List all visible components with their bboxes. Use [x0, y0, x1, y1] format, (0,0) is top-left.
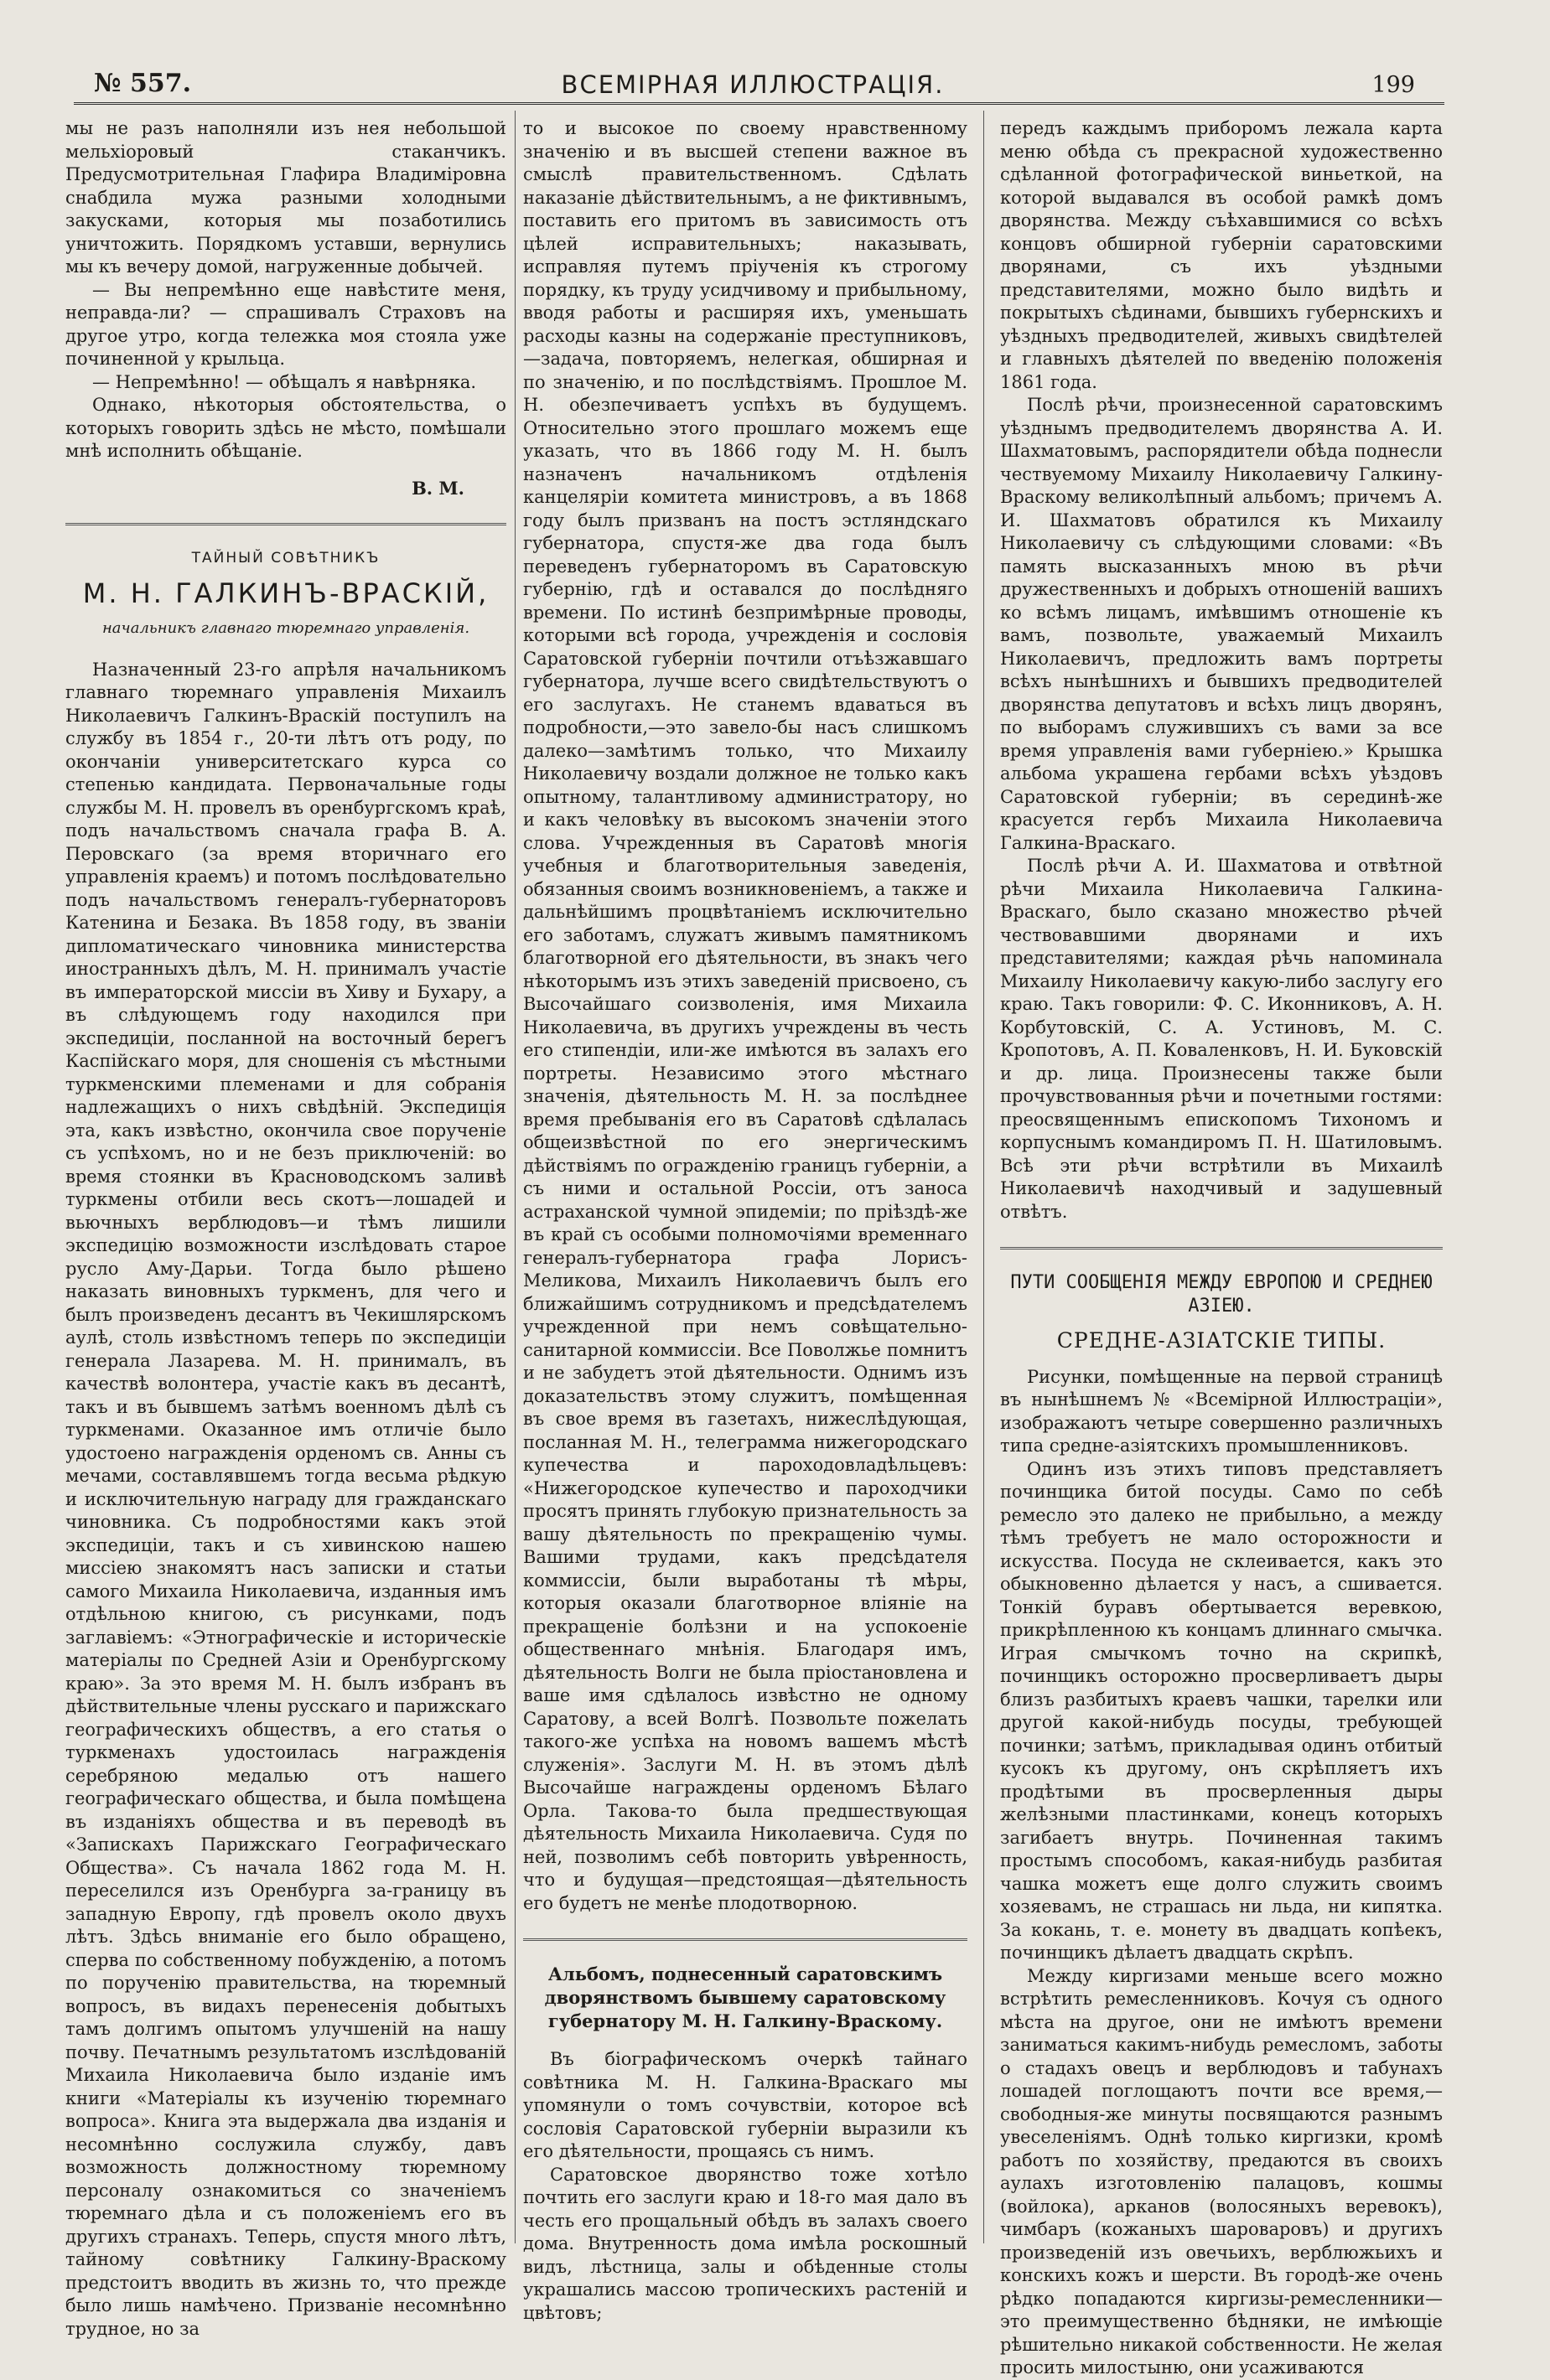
issue-number: № 557. — [94, 69, 192, 98]
section-rule — [523, 1938, 967, 1941]
section-rule — [1000, 1247, 1443, 1250]
column-1 — [65, 117, 506, 2341]
paragraph: Назначенный 23-го апрѣля начальникомъ главнаго тюремнаго управленія Михаилъ Николаевичъ Галкинъ-Враскій поступилъ на службу въ 1854 г., 20-ти лѣтъ отъ роду, по окончаніи университетскаго курса со степенью кандидата. Первоначальные годы службы М. Н. провелъ въ оренбургскомъ краѣ, подъ начальствомъ сначала графа В. А. Перовскаго (за время вторичнаго его управленія краемъ) и потомъ послѣдовательно подъ начальствомъ генералъ-губернаторовъ Катенина и Безака. Въ 1858 году, въ званіи дипломатическаго чиновника министерства иностранныхъ дѣлъ, М. Н. принималъ участіе въ императорской миссіи въ Хиву и Бухару, а въ слѣдующемъ году находился при экспедиціи, посланной на восточный берегъ Каспійскаго моря, для сношенія съ мѣстными туркменскими племенами и для собранія надлежащихъ о нихъ свѣдѣній. Экспедиція эта, какъ извѣстно, окончила свое порученіе съ успѣхомъ, но и не безъ приключеній: во время стоянки въ Красноводскомъ заливѣ туркмены отбили весь скотъ—лошадей и вьючныхъ верблюдовъ—и тѣмъ лишили экспедицію возможности изслѣдовать старое русло Аму-Дарьи. Тогда было рѣшено наказать виновныхъ туркменъ, для чего и былъ произведенъ десантъ въ Чекишлярскомъ аулѣ, столь извѣстномъ теперь по экспедиціи генерала Лазарева. М. Н. принималъ, въ качествѣ волонтера, участіе какъ въ десантѣ, такъ и въ бывшемъ затѣмъ военномъ дѣлѣ съ туркменами. Оказанное имъ отличіе было удостоено награжденія орденомъ св. Анны съ мечами, составлявшемъ тогда весьма рѣдкую и исключительную награду для гражданскаго чиновника. Съ подробностями какъ этой экспедиціи, такъ и съ хивинскою нашею миссіею знакомятъ насъ записки и статьи самого Михаила Николаевича, изданныя имъ отдѣльною книгою, съ рисунками, подъ заглавіемъ: «Этнографическіе и историческіе матеріалы по Средней Азіи и Оренбургскому краю». За это время М. Н. былъ избранъ въ дѣйствительные члены русскаго и парижскаго географическихъ обществъ, а его статья о туркменахъ удостоилась награжденія серебряною медалью отъ нашего географическаго общества, и была помѣщена въ изданіяхъ общества и въ переводѣ въ «Запискахъ Парижскаго Географическаго Общества». Съ начала 1862 года М. Н. переселился изъ Оренбурга за-границу въ западную Европу, гдѣ провелъ около двухъ лѣтъ. Здѣсь вниманіе его было обращено, сперва по собственному побужденію, а потомъ по порученію правительства, на тюремный вопросъ, въ видахъ перенесенія добытыхъ тамъ долгимъ опытомъ улучшеній на нашу почву. Печатнымъ результатомъ изслѣдованій Михаила Николаевича было изданіе имъ книги «Матеріалы къ изученію тюремнаго вопроса». Книга эта выдержала два изданія и несомнѣнно сослужила службу, давъ возможность должностному тюремному персоналу ознакомиться со значеніемъ тюремнаго дѣла и съ положеніемъ его въ другихъ странахъ. Теперь, спустя много лѣтъ, тайному совѣтнику Галкину-Враскому предстоитъ вводить въ жизнь то, что прежде было лишь намѣчено. Призваніе несомнѣнно трудное, но за — [65, 659, 506, 2339]
paragraph: Однако, нѣкоторыя обстоятельства, о которыхъ говорить здѣсь не мѣсто, помѣшали мнѣ исполнить обѣщаніе. — [65, 395, 506, 461]
article-title: СРЕДНЕ-АЗІАТСКІЕ ТИПЫ. — [1056, 1328, 1387, 1353]
paragraph: Саратовское дворянство тоже хотѣло почтить его заслуги краю и 18-го мая дало въ честь его прощальный обѣдъ въ залахъ своего дома. Внутренность дома имѣла роскошный видъ, лѣстница, залы и обѣденные столы украшались массою тропическихъ растеній и цвѣтовъ; — [523, 2164, 967, 2323]
page-header — [65, 65, 1440, 102]
biography-title: М. Н. ГАЛКИНЪ-ВРАСКІЙ, — [82, 577, 490, 609]
publication-title: ВСЕМІРНАЯ ИЛЛЮСТРАЦІЯ. — [561, 70, 945, 99]
paragraph: передъ каждымъ приборомъ лежала карта меню обѣда съ прекрасной художественно сдѣланной фотографической виньеткой, на которой выдавался въ особой рамкѣ домъ дворянства. Между съѣхавшимися со всѣхъ концовъ обширной губерніи саратовскими дворянами, съ ихъ уѣздными представителями, можно было видѣть и покрытыхъ сѣдинами, бывшихъ губернскихъ и уѣздныхъ предводителей, живыхъ свидѣтелей и главныхъ дѣятелей по введенію положенія 1861 года. — [1000, 118, 1443, 392]
author-signature: В. М. — [412, 477, 464, 499]
column-2 — [523, 117, 967, 2325]
section-rule — [65, 523, 506, 525]
album-article-title: Альбомъ, поднесенный саратовскимъ дворянствомъ бывшему саратовскому губернатору М. Н. Галкину-Враскому. — [544, 1964, 946, 2031]
section-title: ПУТИ СООБЩЕНІЯ МЕЖДУ ЕВРОПОЮ И СРЕДНЕЮ АЗІЕЮ. — [1010, 1272, 1433, 1317]
paragraph: — Вы непремѣнно еще навѣстите меня, неправда-ли? — спрашивалъ Страховъ на другое утро, когда тележка моя стояла уже починенной у крыльца. — [65, 279, 506, 369]
paragraph: Послѣ рѣчи А. И. Шахматова и отвѣтной рѣчи Михаила Николаевича Галкина-Враскаго, было сказано множество рѣчей чествовавшими дворянами и ихъ представителями; каждая рѣчь напоминала Михаилу Николаевичу какую-либо заслугу его краю. Такъ говорили: Ф. С. Иконниковъ, А. Н. Корбутовскій, С. А. Устиновъ, М. С. Кропотовъ, А. П. Коваленковъ, Н. И. Буковскій и др. лица. Произнесены также были прочувствованныя рѣчи и почетными гостями: преосвященнымъ епископомъ Тихономъ и корпуснымъ командиромъ П. Н. Шатиловымъ. Всѣ эти рѣчи встрѣтили въ Михаилѣ Николаевичѣ находчивый и задушевный отвѣтъ. — [1000, 856, 1443, 1222]
paragraph: мы не разъ наполняли изъ нея небольшой мельхіоровый стаканчикъ. Предусмотрительная Глафира Владиміровна снабдила мужа разными холодными закусками, которыя мы позаботились уничтожить. Порядкомъ уставши, вернулись мы къ вечеру домой, нагруженные добычей. — [65, 118, 506, 277]
biography-subtitle: начальникъ главнаго тюремнаго управленія. — [101, 619, 470, 637]
column-3 — [1000, 117, 1443, 2380]
paragraph: Одинъ изъ этихъ типовъ представляетъ починщика битой посуды. Само по себѣ ремесло это далеко не прибыльно, а между тѣмъ требуетъ не мало осторожности и искусства. Посуда не склеивается, какъ это обыкновенно дѣлается у насъ, а сшивается. Тонкій буравъ обертывается веревкою, прикрѣпленною къ концамъ длиннаго смычка. Играя смычкомъ точно на скрипкѣ, починщикъ осторожно просверливаетъ дыры близъ разбитыхъ краевъ чашки, тарелки или другой какой-нибудь посуды, требующей починки; затѣмъ, прикладывая одинъ отбитый кусокъ къ другому, онъ скрѣпляетъ ихъ продѣтыми въ просверленныя дыры желѣзными пластинками, конецъ которыхъ загибаетъ внутрь. Починенная такимъ простымъ способомъ, какая-нибудь разбитая чашка можетъ еще долго служить своимъ хозяевамъ, не страшась ни льда, ни кипятка. За кокань, т. е. монету въ двадцать копѣекъ, починщикъ дѣлаетъ двадцать скрѣпъ. — [1000, 1458, 1443, 1963]
paragraph: — Непремѣнно! — обѣщалъ я навѣрняка. — [92, 371, 477, 392]
paragraph: Въ біографическомъ очеркѣ тайнаго совѣтника М. Н. Галкина-Враскаго мы упомянули о томъ сочувствіи, которое всѣ сословія Саратовской губерніи выразили къ его дѣятельности, прощаясь съ нимъ. — [523, 2049, 967, 2161]
page-number: 199 — [1371, 72, 1415, 98]
paragraph: Между киргизами меньше всего можно встрѣтить ремесленниковъ. Кочуя съ одного мѣста на другое, они не имѣютъ времени заниматься какимъ-нибудь ремесломъ, заботы о стадахъ овецъ и верблюдовъ и табунахъ лошадей поглощаютъ почти все время,—свободныя-же минуты посвящаются разнымъ увеселеніямъ. Однѣ только киргизки, кромѣ работъ по хозяйству, предаются въ своихъ аулахъ изготовленію палацовъ, кошмы (войлока), арканов (волосяныхъ веревокъ), чимбаръ (кожаныхъ шароваровъ) и другихъ произведеній изъ овечьихъ, верблюжьихъ и конскихъ кожъ и шерсти. Въ городѣ-же очень рѣдко попадаются киргизы-ремесленники—это преимущественно бѣдняки, не имѣющіе рѣшительно никакой собственности. Не желая просить милостыню, они усаживаются — [1000, 1965, 1443, 2377]
header-rule — [74, 102, 1444, 105]
rank-heading: ТАЙНЫЙ СОВѢТНИКЪ — [191, 550, 381, 567]
column-divider — [983, 111, 984, 2243]
paragraph: Послѣ рѣчи, произнесенной саратовскимъ уѣзднымъ предводителемъ дворянства А. И. Шахматовымъ, распорядители обѣда поднесли чествуемому Михаилу Николаевичу Галкину-Враскому великолѣпный альбомъ; причемъ А. И. Шахматовъ обратился къ Михаилу Николаевичу съ слѣдующими словами: «Въ память высказанныхъ мною въ рѣчи дружественныхъ и добрыхъ отношеній вашихъ ко всѣмъ лицамъ, имѣвшимъ отношеніе къ вамъ, позвольте, уважаемый Михаилъ Николаевичъ, предложить вамъ портреты всѣхъ нынѣшнихъ и бывшихъ предводителей дворянства депутатовъ и всѣхъ лицъ дворянъ, по выборамъ служившихъ съ вами за все время управленія вами губерніею.» Крышка альбома украшена гербами всѣхъ уѣздовъ Саратовской губерніи; въ серединѣ-же красуется гербъ Михаила Николаевича Галкина-Враскаго. — [1000, 395, 1443, 853]
column-divider — [515, 111, 516, 2243]
paragraph: Рисунки, помѣщенные на первой страницѣ въ нынѣшнемъ № «Всемірной Иллюстраціи», изображаютъ четыре совершенно различныхъ типа средне-азіятскихъ промышленниковъ. — [1000, 1366, 1443, 1456]
paragraph: то и высокое по своему нравственному значенію и въ высшей степени важное въ смыслѣ правительственномъ. Сдѣлать наказаніе дѣйствительнымъ, а не фиктивнымъ, поставить его притомъ въ зависимость отъ цѣлей исправительныхъ; наказывать, исправляя путемъ пріученія къ строгому порядку, къ труду усидчивому и прибыльному, вводя работы и расширяя ихъ, уменьшать расходы казны на содержаніе преступниковъ,—задача, повторяемъ, нелегкая, обширная и по значенію, и по послѣдствіямъ. Прошлое М. Н. обезпечиваетъ успѣхъ въ будущемъ. Относительно этого прошлаго можемъ еще указать, что въ 1866 году М. Н. былъ назначенъ начальникомъ отдѣленія канцеляріи комитета министровъ, а въ 1868 году былъ призванъ на постъ эстляндскаго губернатора, спустя-же два года былъ переведенъ губернаторомъ въ Саратовскую губернію, гдѣ и оставался до послѣдняго времени. По истинѣ безпримѣрные проводы, которыми всѣ города, учрежденія и сословія Саратовской губерніи почтили отъѣзжавшаго губернатора, лучше всего свидѣтельствуютъ о его заслугахъ. Не станемъ вдаваться въ подробности,—это завело-бы насъ слишкомъ далеко—замѣтимъ только, что Михаилу Николаевичу воздали должное не только какъ опытному, талантливому администратору, но и какъ человѣку въ высокомъ значеніи этого слова. Учрежденныя въ Саратовѣ многія учебныя и благотворительныя заведенія, обязанныя своимъ возникновеніемъ, а также и дальнѣйшимъ процвѣтаніемъ исключительно его заботамъ, служатъ живымъ памятникомъ благотворной его дѣятельности, въ знакъ чего нѣкоторымъ изъ этихъ заведеній присвоено, съ Высочайшаго соизволенія, имя Михаила Николаевича, въ другихъ учреждены въ честь его стипендіи, или-же имѣются въ залахъ его портреты. Независимо этого мѣстнаго значенія, дѣятельность М. Н. за послѣднее время пребыванія его въ Саратовѣ сдѣлалась общеизвѣстной по его энергическимъ дѣйствіямъ по огражденію границъ губерніи, а съ ними и остальной Россіи, отъ заноса астраханской чумной эпидеміи; по пріѣздѣ-же въ край съ особыми полномочіями временнаго генералъ-губернатора графа Лорисъ-Меликова, Михаилъ Николаевичъ былъ его ближайшимъ сотрудникомъ и предсѣдателемъ учрежденной при немъ совѣщательно-санитарной коммиссіи. Все Поволжье помнитъ и не забудетъ этой дѣятельности. Однимъ изъ доказательствъ этому служитъ, помѣщенная въ свое время въ газетахъ, нижеслѣдующая, посланная М. Н., телеграмма нижегородскаго купечества и пароходовладѣльцевъ: «Нижегородское купечество и пароходчики просятъ принять глубокую признательность за вашу дѣятельность по прекращенію чумы. Вашими трудами, какъ предсѣдателя коммиссіи, были выработаны тѣ мѣры, которыя оказали благотворное вліяніе на прекращеніе болѣзни и на успокоеніе общественнаго мнѣнія. Благодаря имъ, дѣятельность Волги не была пріостановлена и ваше имя сдѣлалось извѣстно не одному Саратову, а всей Волгѣ. Позвольте пожелать такого-же успѣха на новомъ вашемъ мѣстѣ служенія». Заслуги М. Н. въ этомъ дѣлѣ Высочайше награждены орденомъ Бѣлаго Орла. Такова-то была предшествующая дѣятельность Михаила Николаевича. Судя по ней, позволимъ себѣ повторить увѣренность, что и будущая—предстоящая—дѣятельность его будетъ не менѣе плодотворною. — [523, 118, 967, 1913]
